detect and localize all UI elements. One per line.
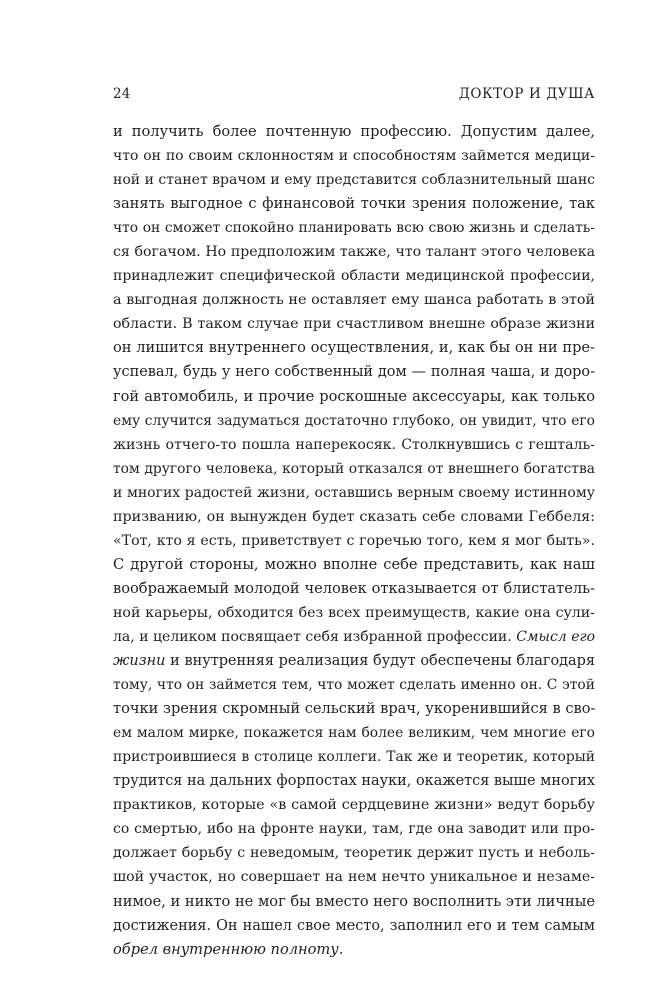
italic-phrase: обрел внутреннюю полноту. [113, 940, 344, 958]
text-line: ной и станет врачом и ему представится соблазнительный шанс [113, 172, 595, 189]
text-line: что он сможет спокойно планировать всю свою жизнь и сделать- [113, 220, 595, 237]
italic-phrase: Смысл его [516, 628, 595, 645]
text-line: гой автомобиль, и прочие роскошные аксессуары, как только [113, 387, 595, 405]
text-line: том другого человека, который отказался от внешнего богатства [113, 460, 595, 477]
text-line: что он по своим склонностям и способностям займется медици- [113, 148, 595, 165]
text-line: практиков, которые «в самой сердцевине жизни» ведут борьбу [113, 797, 595, 814]
text-line: принадлежит специфической области медицинской профессии, [113, 268, 595, 285]
text-line: шой участок, но совершает на нем нечто уникальное и незаме- [113, 869, 595, 886]
text-line: ем малом мирке, покажется нам более великим, чем многие его [113, 725, 595, 742]
text-line: успевал, будь у него собственный дом — полная чаша, и доро- [113, 364, 595, 381]
italic-phrase: жизни [113, 653, 166, 670]
text-line: трудится на дальних форпостах науки, окажется выше многих [113, 773, 595, 790]
text-line: он лишится внутреннего осуществления, и, как бы он ни пре- [113, 339, 595, 357]
text-line: занять выгодное с финансовой точки зрения положение, так [113, 195, 595, 213]
text-line: области. В таком случае при счастливом внешне образе жизни [113, 316, 595, 333]
body-text [113, 120, 595, 962]
text-line: ему случится задуматься достаточно глубоко, он увидит, что его [113, 412, 595, 429]
text-line: воображаемый молодой человек отказывается от блистатель- [113, 579, 595, 597]
text-line: достижения. Он нашел свое место, заполнил его и тем самым [113, 917, 595, 934]
text-line: «Тот, кто я есть, приветствует с горечью того, кем я мог быть». [113, 532, 595, 549]
text-line: точки зрения скромный сельский врач, укоренившийся в сво- [113, 700, 595, 718]
text-line: и получить более почтенную профессию. Допустим далее, [113, 123, 595, 140]
text-line: а выгодная должность не оставляет ему шанса работать в этой [113, 292, 595, 309]
text-segment: ла, и целиком посвящает себя избранной профессии. [113, 628, 517, 645]
text-line: должает борьбу с неведомым, теоретик держит пусть и неболь- [113, 845, 595, 862]
text-line: со смертью, ибо на фронте науки, там, где она заводит или про- [113, 821, 595, 838]
text-line: нимое, и никто не мог бы вместо него восполнить эти личные [113, 892, 595, 910]
text-line: и многих радостей жизни, оставшись верным своему истинному [113, 484, 595, 501]
text-line: пристроившиеся в столице коллеги. Так же и теоретик, который [113, 749, 595, 766]
text-segment: и внутренняя реализация будут обеспечены благодаря [165, 653, 595, 670]
text-line: призванию, он вынужден будет сказать себе словами Геббеля: [113, 508, 595, 525]
text-line: ся богачом. Но предположим также, что талант этого человека [113, 244, 595, 261]
text-line: жизнь отчего-то пошла наперекосяк. Столкнувшись с гешталь- [113, 436, 595, 453]
text-line: С другой стороны, можно вполне себе представить, как наш [113, 555, 595, 573]
running-head [113, 86, 595, 106]
text-line: ной карьеры, обходится без всех преимуществ, какие она сули- [113, 604, 595, 621]
text-line [113, 649, 595, 673]
text-line: тому, что он займется тем, что может сделать именно он. С этой [113, 677, 595, 694]
page-number: 24 [113, 86, 131, 102]
text-line [113, 625, 595, 649]
book-title: ДОКТОР И ДУША [458, 86, 595, 102]
